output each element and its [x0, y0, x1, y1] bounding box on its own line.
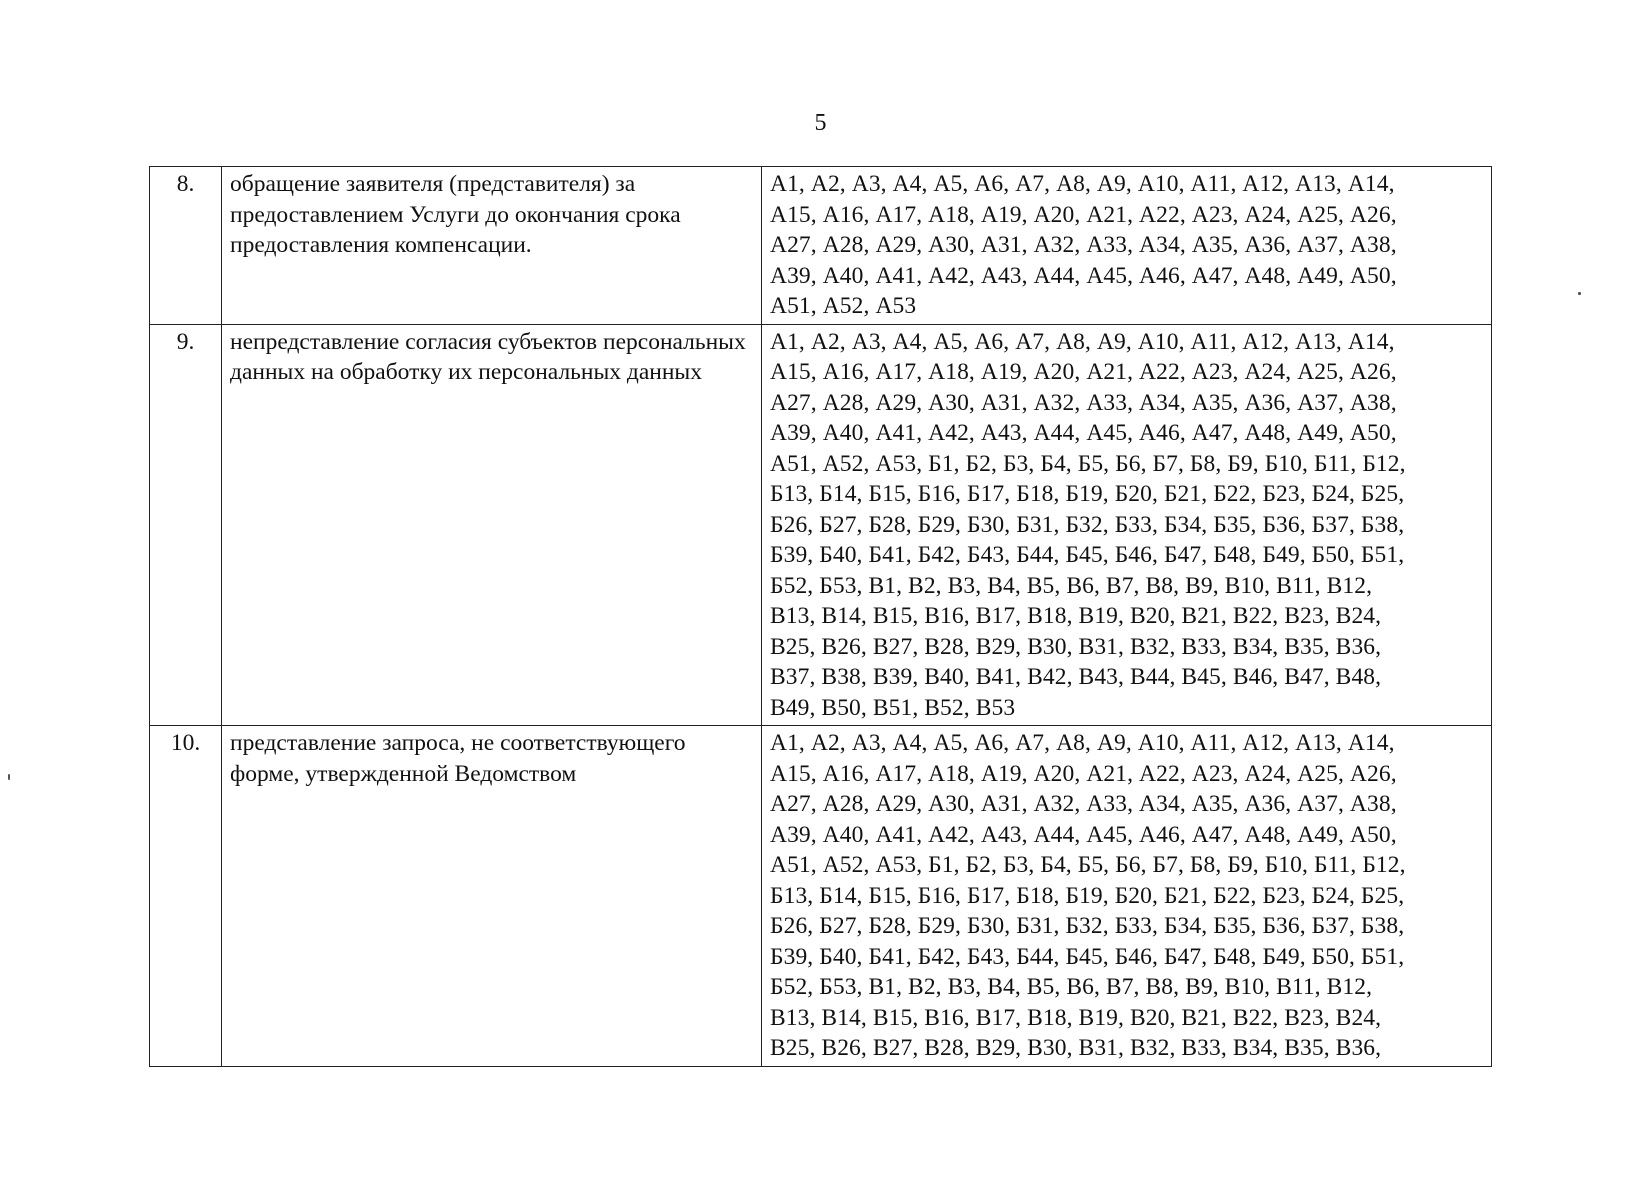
codes-line: В25, В26, В27, В28, В29, В30, В31, В32, В33, В34, В35, В36,: [770, 1035, 1382, 1061]
codes-line: А15, А16, А17, А18, А19, А20, А21, А22, А23, А24, А25, А26,: [770, 760, 1397, 787]
row-number: 10.: [150, 726, 222, 1067]
codes-line: А27, А28, А29, А30, А31, А32, А33, А34, А35, А36, А37, А38,: [770, 232, 1397, 258]
row-codes: [762, 726, 1492, 1067]
codes-line: Б52, Б53, В1, В2, В3, В4, В5, В6, В7, В8, В9, В10, В11, В12,: [770, 974, 1373, 1000]
row-number: 8.: [150, 167, 222, 325]
codes-line: А39, А40, А41, А42, А43, А44, А45, А46, А47, А48, А49, А50,: [770, 821, 1397, 848]
codes-line: А15, А16, А17, А18, А19, А20, А21, А22, А23, А24, А25, А26,: [770, 201, 1397, 228]
codes-line: А39, А40, А41, А42, А43, А44, А45, А46, А47, А48, А49, А50,: [770, 420, 1397, 446]
codes-line: Б26, Б27, Б28, Б29, Б30, Б31, Б32, Б33, Б34, Б35, Б36, Б37, Б38,: [770, 511, 1405, 538]
codes-line: Б39, Б40, Б41, Б42, Б43, Б44, Б45, Б46, Б47, Б48, Б49, Б50, Б51,: [770, 542, 1405, 568]
codes-line: А51, А52, А53: [770, 293, 917, 319]
codes-line: Б26, Б27, Б28, Б29, Б30, Б31, Б32, Б33, Б34, Б35, Б36, Б37, Б38,: [770, 913, 1405, 939]
codes-line: В13, В14, В15, В16, В17, В18, В19, В20, В21, В22, В23, В24,: [770, 1004, 1382, 1031]
codes-line: Б13, Б14, Б15, Б16, Б17, Б18, Б19, Б20, Б21, Б22, Б23, Б24, Б25,: [770, 481, 1405, 507]
codes-line: Б39, Б40, Б41, Б42, Б43, Б44, Б45, Б46, Б47, Б48, Б49, Б50, Б51,: [770, 943, 1405, 970]
codes-line: А1, А2, А3, А4, А5, А6, А7, А8, А9, А10, А11, А12, А13, А14,: [770, 171, 1395, 197]
codes-line: А51, А52, А53, Б1, Б2, Б3, Б4, Б5, Б6, Б7, Б8, Б9, Б10, Б11, Б12,: [770, 852, 1406, 878]
codes-line: В13, В14, В15, В16, В17, В18, В19, В20, В21, В22, В23, В24,: [770, 603, 1382, 629]
codes-line: А27, А28, А29, А30, А31, А32, А33, А34, А35, А36, А37, А38,: [770, 389, 1397, 416]
row-codes: [762, 324, 1492, 726]
table-row-8: [150, 167, 1492, 325]
table-row-10: [150, 726, 1492, 1067]
scan-dot: [1578, 292, 1581, 295]
page-number: 5: [814, 110, 827, 136]
codes-line: А51, А52, А53, Б1, Б2, Б3, Б4, Б5, Б6, Б7, Б8, Б9, Б10, Б11, Б12,: [770, 450, 1406, 477]
codes-line: А1, А2, А3, А4, А5, А6, А7, А8, А9, А10, А11, А12, А13, А14,: [770, 328, 1395, 355]
codes-line: Б52, Б53, В1, В2, В3, В4, В5, В6, В7, В8, В9, В10, В11, В12,: [770, 572, 1373, 599]
row-number: 9.: [150, 324, 222, 726]
codes-line: В37, В38, В39, В40, В41, В42, В43, В44, В45, В46, В47, В48,: [770, 664, 1382, 690]
requirements-table: [149, 166, 1492, 1067]
row-description: представление запроса, не соответствующего форме, утвержденной Ведомством: [222, 726, 762, 1067]
codes-line: В25, В26, В27, В28, В29, В30, В31, В32, В33, В34, В35, В36,: [770, 633, 1382, 660]
row-description: обращение заявителя (представителя) за предоставлением Услуги до окончания срока предоставления компенсации.: [222, 167, 762, 325]
codes-line: А1, А2, А3, А4, А5, А6, А7, А8, А9, А10, А11, А12, А13, А14,: [770, 730, 1395, 756]
scan-dot: [8, 774, 10, 780]
row-codes: [762, 167, 1492, 325]
row-description: непредставление согласия субъектов персональных данных на обработку их персональных данных: [222, 324, 762, 726]
codes-line: А15, А16, А17, А18, А19, А20, А21, А22, А23, А24, А25, А26,: [770, 359, 1397, 385]
codes-line: Б13, Б14, Б15, Б16, Б17, Б18, Б19, Б20, Б21, Б22, Б23, Б24, Б25,: [770, 882, 1405, 909]
codes-line: А39, А40, А41, А42, А43, А44, А45, А46, А47, А48, А49, А50,: [770, 262, 1397, 289]
table-row-9: [150, 324, 1492, 726]
codes-line: А27, А28, А29, А30, А31, А32, А33, А34, А35, А36, А37, А38,: [770, 791, 1397, 817]
codes-line: В49, В50, В51, В52, В53: [770, 694, 1016, 721]
